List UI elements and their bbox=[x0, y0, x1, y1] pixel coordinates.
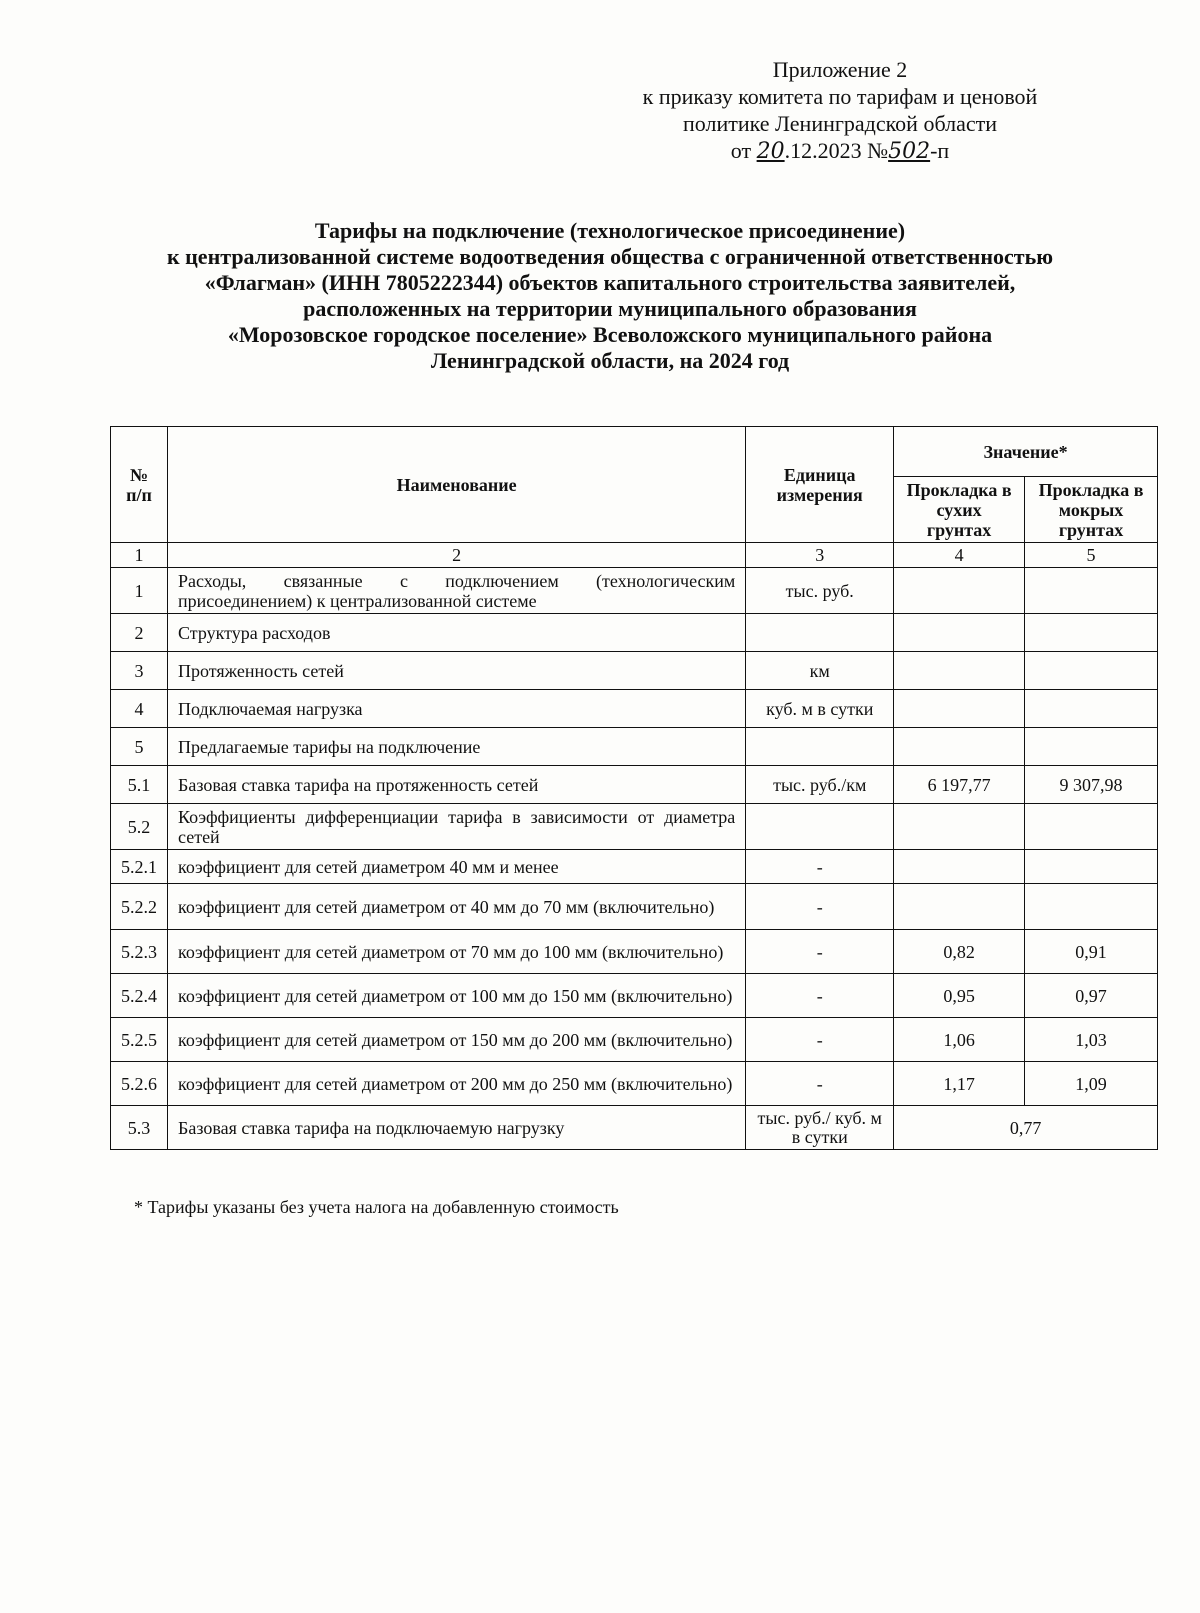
order-suffix: -п bbox=[930, 138, 950, 163]
title-line-2: к централизованной системе водоотведения общества с ограниченной ответственностью bbox=[166, 244, 1054, 269]
row-unit: - bbox=[746, 1062, 894, 1106]
row-value-wet: 0,91 bbox=[1025, 930, 1158, 974]
row-value-wet bbox=[1025, 614, 1158, 652]
row-num: 5 bbox=[111, 728, 168, 766]
row-name: коэффициент для сетей диаметром 40 мм и менее bbox=[168, 850, 746, 884]
appendix-date bbox=[560, 137, 1120, 165]
table-row bbox=[111, 1018, 1158, 1062]
footnote: * Тарифы указаны без учета налога на добавленную стоимость bbox=[134, 1197, 619, 1217]
row-unit: тыс. руб./км bbox=[746, 766, 894, 804]
row-unit: - bbox=[746, 974, 894, 1018]
header-num: № п/п bbox=[111, 427, 168, 543]
row-num: 2 bbox=[111, 614, 168, 652]
row-value-dry bbox=[894, 804, 1025, 850]
row-num: 5.2.2 bbox=[111, 884, 168, 930]
row-name: коэффициент для сетей диаметром от 40 мм до 70 мм (включительно) bbox=[168, 884, 746, 930]
title-line-1: Тарифы на подключение (технологическое присоединение) bbox=[314, 218, 906, 243]
order-number-handwritten: 502 bbox=[888, 139, 931, 164]
row-value-wet bbox=[1025, 652, 1158, 690]
row-name: Предлагаемые тарифы на подключение bbox=[168, 728, 746, 766]
row-name: Структура расходов bbox=[168, 614, 746, 652]
appendix-title: Приложение 2 bbox=[772, 57, 908, 82]
table-row bbox=[111, 974, 1158, 1018]
table-row bbox=[111, 850, 1158, 884]
title-line-4: расположенных на территории муниципального образования bbox=[303, 296, 917, 321]
row-value-wet bbox=[1025, 884, 1158, 930]
title-line-5: «Морозовское городское поселение» Всеволожского муниципального района bbox=[227, 322, 993, 347]
title-line-6: Ленинградской области, на 2024 год bbox=[430, 348, 790, 373]
appendix-header bbox=[560, 56, 1120, 165]
row-value-dry: 1,06 bbox=[894, 1018, 1025, 1062]
table-row bbox=[111, 930, 1158, 974]
row-value-wet: 1,03 bbox=[1025, 1018, 1158, 1062]
row-num: 5.2.4 bbox=[111, 974, 168, 1018]
col-number: 1 bbox=[111, 543, 168, 568]
row-value-wet bbox=[1025, 568, 1158, 614]
table-row bbox=[111, 766, 1158, 804]
row-unit: - bbox=[746, 1018, 894, 1062]
row-unit bbox=[746, 614, 894, 652]
row-unit: тыс. руб. bbox=[746, 568, 894, 614]
table-row bbox=[111, 884, 1158, 930]
header-wet: Прокладка в мокрых грунтах bbox=[1025, 477, 1158, 543]
row-name: коэффициент для сетей диаметром от 70 мм до 100 мм (включительно) bbox=[168, 930, 746, 974]
date-prefix: от bbox=[730, 138, 752, 163]
row-value-wet bbox=[1025, 690, 1158, 728]
header-unit: Единица измерения bbox=[746, 427, 894, 543]
row-value-dry bbox=[894, 850, 1025, 884]
row-value-wet: 9 307,98 bbox=[1025, 766, 1158, 804]
row-name: Базовая ставка тарифа на подключаемую нагрузку bbox=[168, 1106, 746, 1150]
col-number: 3 bbox=[746, 543, 894, 568]
row-value-dry: 0,82 bbox=[894, 930, 1025, 974]
document-title bbox=[100, 218, 1120, 374]
row-value-dry: 6 197,77 bbox=[894, 766, 1025, 804]
row-num: 5.2.1 bbox=[111, 850, 168, 884]
row-num: 5.3 bbox=[111, 1106, 168, 1150]
row-name: коэффициент для сетей диаметром от 200 мм до 250 мм (включительно) bbox=[168, 1062, 746, 1106]
row-unit: км bbox=[746, 652, 894, 690]
row-unit: - bbox=[746, 850, 894, 884]
row-value-wet bbox=[1025, 850, 1158, 884]
row-value-wet bbox=[1025, 804, 1158, 850]
row-num: 5.2.6 bbox=[111, 1062, 168, 1106]
col-number: 2 bbox=[168, 543, 746, 568]
row-num: 3 bbox=[111, 652, 168, 690]
row-unit: куб. м в сутки bbox=[746, 690, 894, 728]
row-value-dry: 1,17 bbox=[894, 1062, 1025, 1106]
row-value-dry bbox=[894, 614, 1025, 652]
table-row bbox=[111, 804, 1158, 850]
row-num: 4 bbox=[111, 690, 168, 728]
row-value-dry bbox=[894, 652, 1025, 690]
row-num: 5.2 bbox=[111, 804, 168, 850]
header-dry: Прокладка в сухих грунтах bbox=[894, 477, 1025, 543]
row-value-dry: 0,95 bbox=[894, 974, 1025, 1018]
row-name: Расходы, связанные с подключением (технологическим присоединением) к централизованной системе bbox=[168, 568, 746, 614]
row-value-wet: 1,09 bbox=[1025, 1062, 1158, 1106]
row-name: коэффициент для сетей диаметром от 100 мм до 150 мм (включительно) bbox=[168, 974, 746, 1018]
row-unit bbox=[746, 728, 894, 766]
table-row bbox=[111, 614, 1158, 652]
table-row bbox=[111, 652, 1158, 690]
row-unit: - bbox=[746, 930, 894, 974]
title-line-3: «Флагман» (ИНН 7805222344) объектов капитального строительства заявителей, bbox=[204, 270, 1016, 295]
row-name: Базовая ставка тарифа на протяженность сетей bbox=[168, 766, 746, 804]
row-value-dry bbox=[894, 728, 1025, 766]
table-row bbox=[111, 728, 1158, 766]
row-unit: тыс. руб./ куб. м в сутки bbox=[746, 1106, 894, 1150]
row-name: Коэффициенты дифференциации тарифа в зависимости от диаметра сетей bbox=[168, 804, 746, 850]
row-name: Протяженность сетей bbox=[168, 652, 746, 690]
row-num: 5.2.5 bbox=[111, 1018, 168, 1062]
table-row bbox=[111, 1062, 1158, 1106]
appendix-authority: политике Ленинградской области bbox=[682, 111, 997, 136]
row-value-wet: 0,97 bbox=[1025, 974, 1158, 1018]
row-name: Подключаемая нагрузка bbox=[168, 690, 746, 728]
col-number: 4 bbox=[894, 543, 1025, 568]
row-combined-value: 0,77 bbox=[894, 1106, 1158, 1150]
date-rest: .12.2023 № bbox=[784, 138, 889, 163]
column-numbers-row bbox=[111, 543, 1158, 568]
table-row bbox=[111, 1106, 1158, 1150]
row-value-dry bbox=[894, 568, 1025, 614]
tariff-table bbox=[110, 426, 1158, 1150]
col-number: 5 bbox=[1025, 543, 1158, 568]
row-num: 1 bbox=[111, 568, 168, 614]
row-num: 5.2.3 bbox=[111, 930, 168, 974]
row-value-wet bbox=[1025, 728, 1158, 766]
row-value-dry bbox=[894, 690, 1025, 728]
header-name: Наименование bbox=[168, 427, 746, 543]
table-row bbox=[111, 568, 1158, 614]
appendix-order-ref: к приказу комитета по тарифам и ценовой bbox=[642, 84, 1038, 109]
table-row bbox=[111, 690, 1158, 728]
row-value-dry bbox=[894, 884, 1025, 930]
date-day-handwritten: 20 bbox=[756, 139, 785, 164]
row-num: 5.1 bbox=[111, 766, 168, 804]
header-value: Значение* bbox=[894, 427, 1158, 477]
row-name: коэффициент для сетей диаметром от 150 мм до 200 мм (включительно) bbox=[168, 1018, 746, 1062]
row-unit bbox=[746, 804, 894, 850]
row-unit: - bbox=[746, 884, 894, 930]
